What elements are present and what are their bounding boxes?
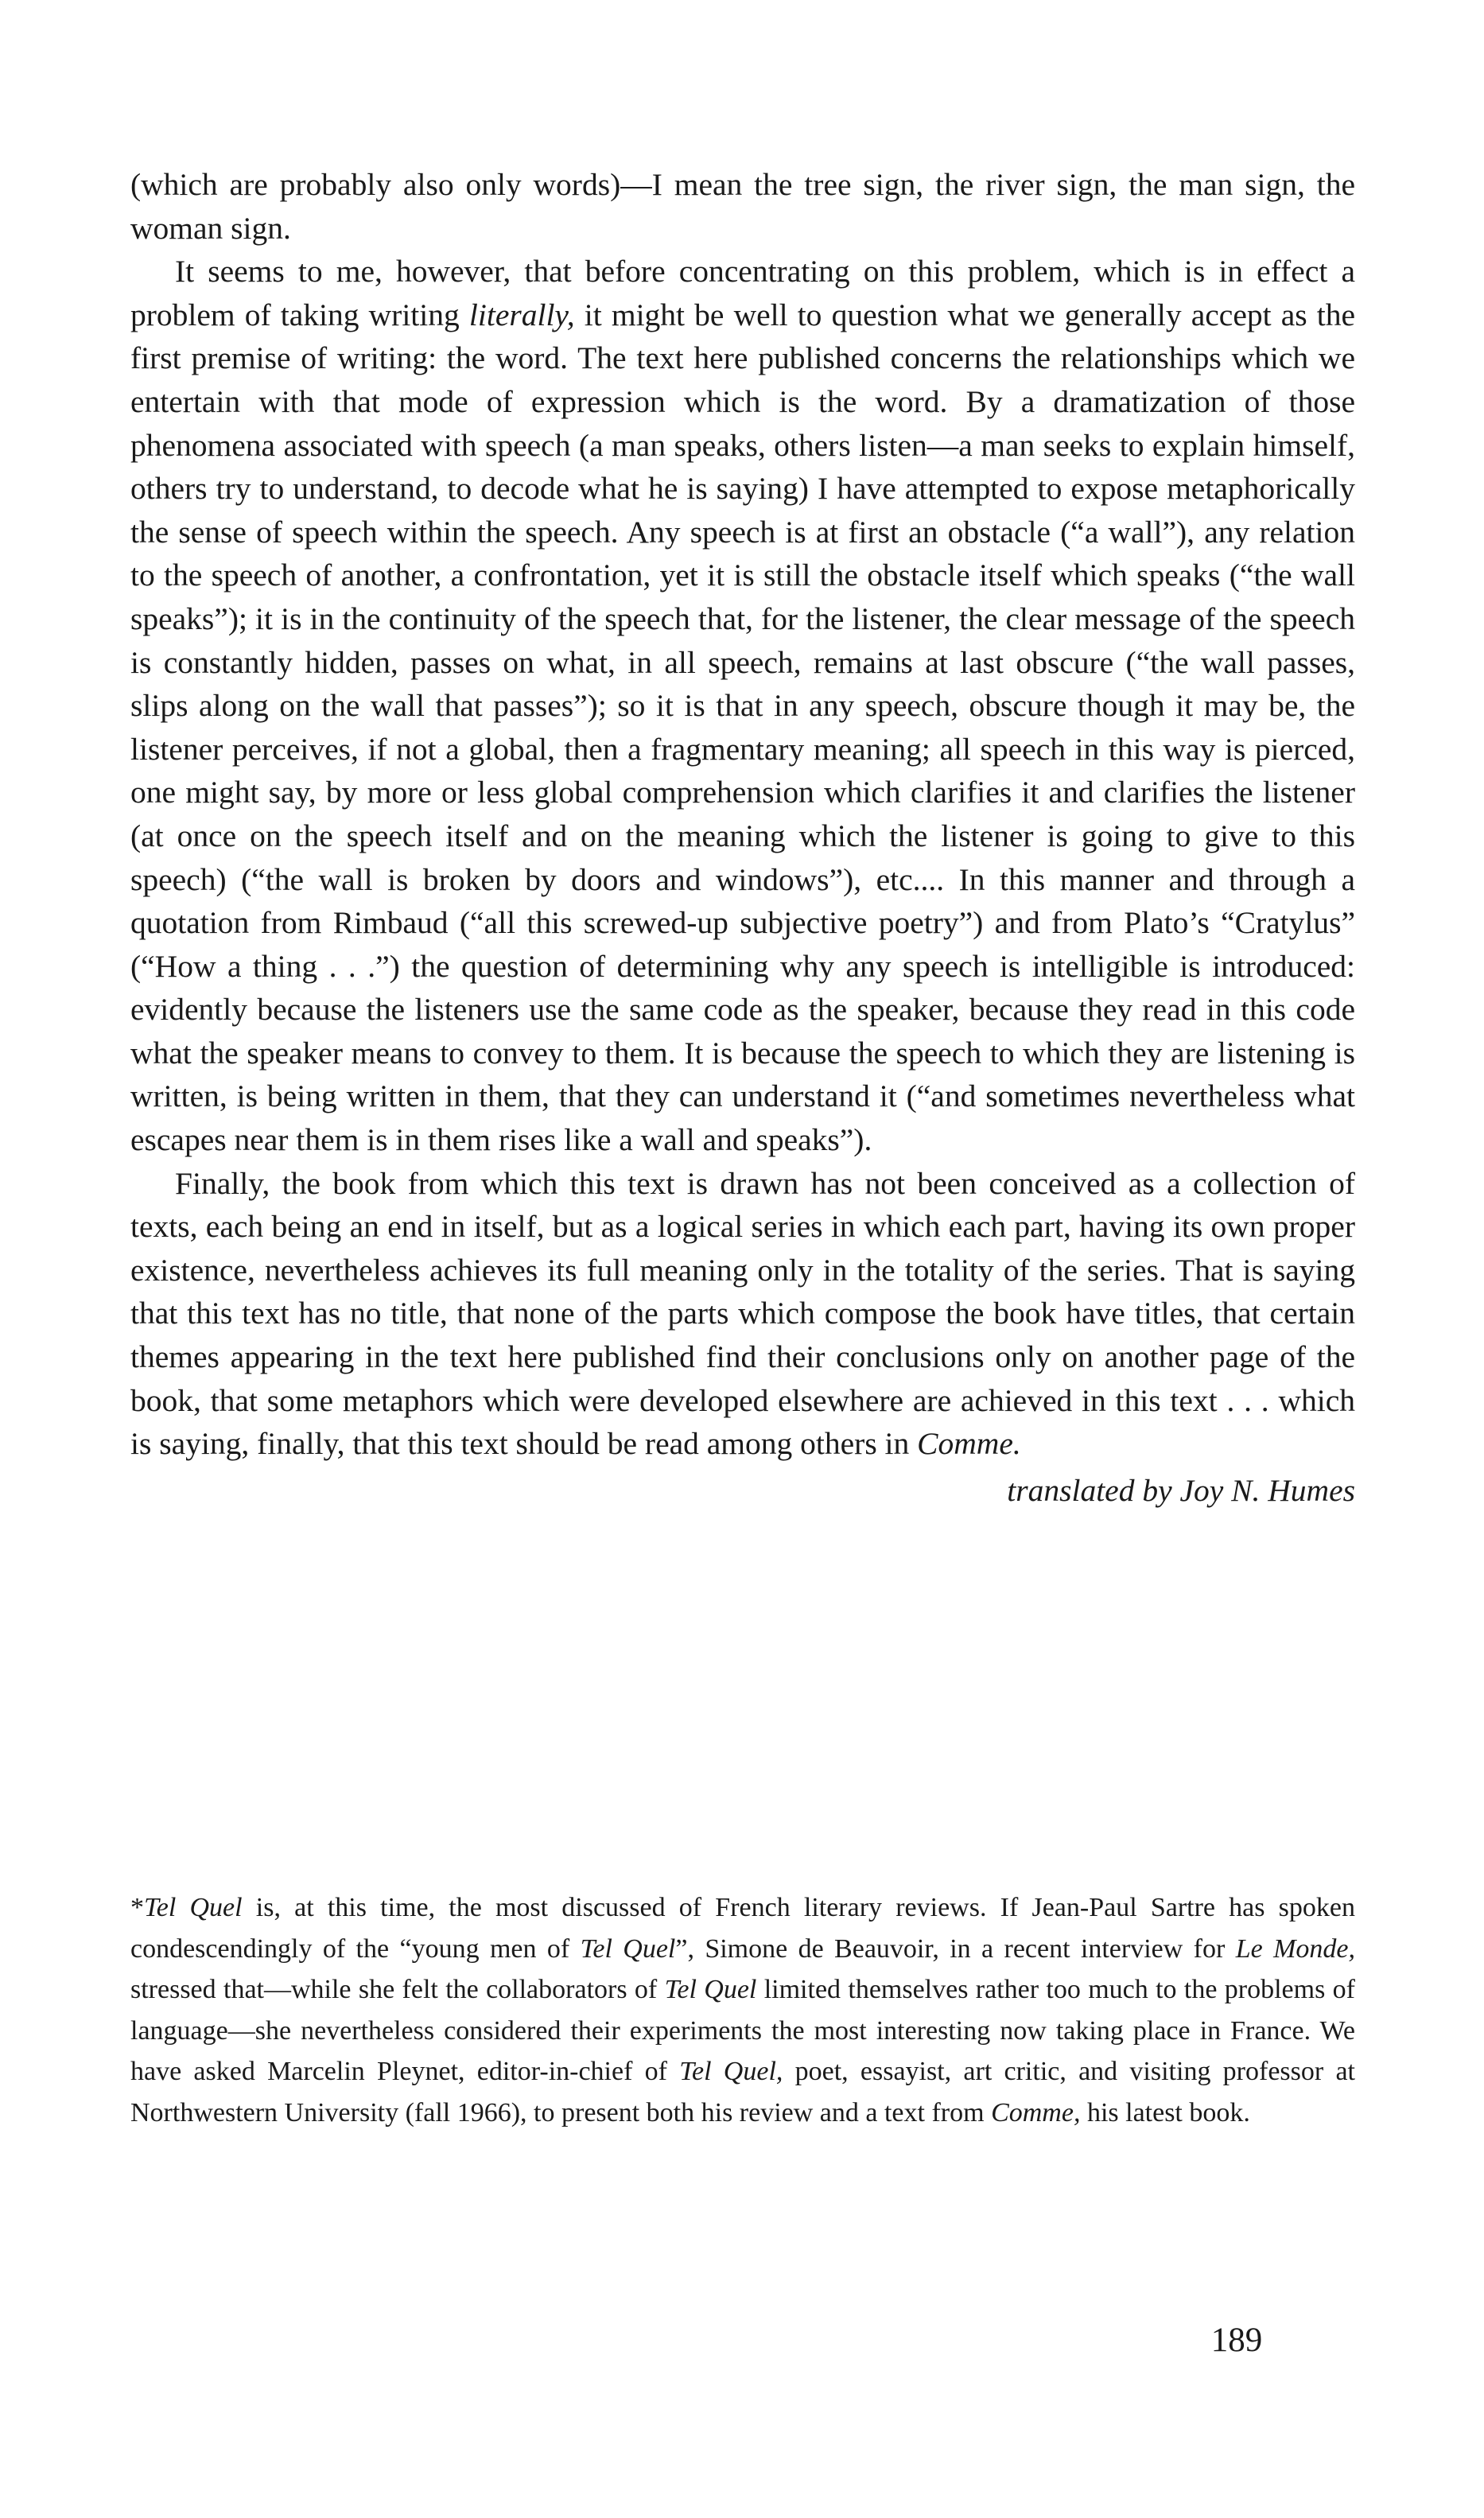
page-number: 189 — [1210, 2322, 1263, 2359]
emphasis-literally: literally, — [468, 297, 575, 332]
paragraph-finally: Finally, the book from which this text is drawn has not been conceived as a collection of texts, each being an end in itself, but as a logical series in which each part, having its own proper existence, nevertheless achieves its full meaning only in the totality of the series. That is saying that this text has no title, that none of the parts which compose the book have titles, that certain themes appearing in the text here published find their conclusions only on another page of the book, that some metaphors which were developed elsewhere are achieved in this text . . . which is saying, finally, that this text should be read among others in Comme. — [130, 1165, 1355, 1462]
paragraph-continued: (which are probably also only words)—I mean the tree sign, the river sign, the man sign, the woman sign. — [130, 167, 1355, 246]
translator-credit: translated by Joy N. Humes — [1007, 1472, 1355, 1508]
footnote-text: *Tel Quel is, at this time, the most discussed of French literary reviews. If Jean-Paul Sartre has spoken condescendingly of the “young men of Tel Quel”, Simone de Beauvoir, in a recent interview for Le Monde, stressed that—while she felt the collaborators of Tel Quel limited themselves rather too much to the problems of language—she nevertheless considered their experiments the most interesting now taking place in France. We have asked Marcelin Pleynet, editor-in-chief of Tel Quel, poet, essayist, art critic, and visiting professor at Northwestern University (fall 1966), to present both his review and a text from Comme, his latest book. — [130, 1893, 1356, 2127]
book-title-comme: Comme. — [917, 1426, 1021, 1462]
body-text — [130, 163, 1355, 1466]
footnote — [130, 1887, 1355, 2133]
main-text-block — [130, 163, 1355, 1512]
paragraph-speech: It seems to me, however, that before concentrating on this problem, which is in effect a problem of taking writing literally, it might be well to question what we generally accept as the first premise of writing: the word. The text here published concerns the relationships which we entertain with that mode of expression which is the word. By a dramatization of those phenomena associated with speech (a man speaks, others listen—a man seeks to explain himself, others try to understand, to decode what he is saying) I have attempted to expose metaphorically the sense of speech within the speech. Any speech is at first an obstacle (“a wall”), any relation to the speech of another, a confrontation, yet it is still the obstacle itself which speaks (“the wall speaks”); it is in the continuity of the speech that, for the listener, the clear message of the speech is constantly hidden, passes on what, in all speech, remains at last obscure (“the wall passes, slips along on the wall that passes”); so it is that in any speech, obscure though it may be, the listener perceives, if not a global, then a fragmentary meaning; all speech in this way is pierced, one might say, by more or less global comprehension which clarifies it and clarifies the listener (at once on the speech itself and on the meaning which the listener is going to give to this speech) (“the wall is broken by doors and windows”), etc.... In this manner and through a quotation from Rimbaud (“all this screwed-up subjective poetry”) and from Plato’s “Cratylus” (“How a thing . . .”) the question of determining why any speech is intelligible is introduced: evidently because the listeners use the same code as the speaker, because they read in this code what the speaker means to convey to them. It is because the speech to which they are listening is written, is being written in them, that they can understand it (“and sometimes nevertheless what escapes near them is in them rises like a wall and speaks”). — [130, 254, 1355, 1158]
